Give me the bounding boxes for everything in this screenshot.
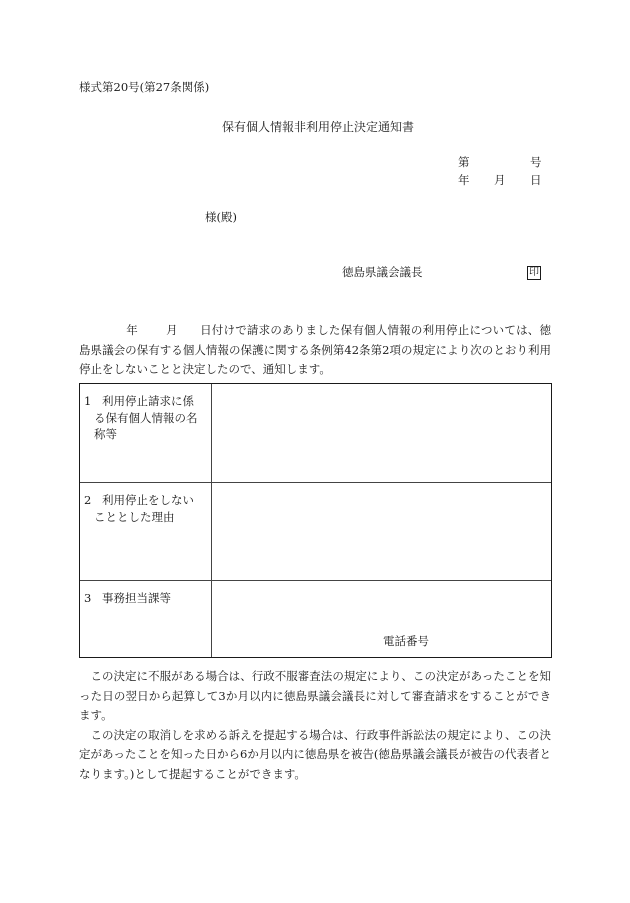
body-year: 年 — [126, 323, 138, 337]
number-suffix: 号 — [530, 155, 542, 169]
issuer-name: 徳島県議会議長 — [342, 265, 423, 279]
body-text: 日付けで請求のありました保有個人情報の利用停止については、徳島県議会の保有する個人情報の保護に関する条例第42条第2項の規定により次のとおり利用停止をしないことと決定したので、通知します。 — [79, 323, 552, 377]
date-month: 月 — [494, 173, 506, 187]
row-label — [84, 393, 208, 443]
details-table — [79, 383, 552, 658]
form-number: 様式第20号(第27条関係) — [79, 80, 210, 94]
row-label — [84, 590, 208, 607]
row-number: 1 — [84, 394, 92, 408]
row-label-line1: 利用停止請求に係 — [102, 394, 194, 408]
seal-mark: 印 — [529, 267, 539, 278]
table-row — [80, 482, 551, 580]
row-number: 2 — [84, 493, 92, 507]
date-year: 年 — [458, 173, 470, 187]
row-number: 3 — [84, 591, 92, 605]
date-day: 日 — [530, 173, 542, 187]
notice-body — [79, 321, 551, 380]
row-label — [84, 492, 208, 525]
row-label-continuation: る保有個人情報の名称等 — [94, 410, 198, 441]
appeal-note-review: この決定に不服がある場合は、行政不服審査法の規定により、この決定があったことを知った日の翌日から起算して3か月以内に徳島県議会議長に対して審査請求をすることができます。 — [79, 669, 551, 723]
recipient-honorific: 様(殿) — [205, 210, 237, 224]
document-title: 保有個人情報非利用停止決定通知書 — [222, 120, 415, 134]
row-value — [216, 393, 545, 476]
row-label-line1: 事務担当課等 — [102, 591, 171, 605]
number-prefix: 第 — [458, 155, 470, 169]
table-row — [80, 580, 551, 658]
row-label-continuation: こととした理由 — [94, 509, 175, 524]
body-month: 月 — [165, 323, 178, 337]
row-label-line1: 利用停止をしない — [102, 493, 194, 507]
appeal-notes — [79, 667, 551, 785]
row-value — [216, 590, 545, 652]
appeal-note-lawsuit: この決定の取消しを求める訴えを提起する場合は、行政事件訴訟法の規定により、この決定があったことを知った日から6か月以内に徳島県を被告(徳島県議会議長が被告の代表者となります。)として提起することができます。 — [79, 727, 551, 781]
table-row — [80, 384, 551, 482]
phone-label: 電話番号 — [383, 634, 429, 648]
row-value — [216, 492, 545, 574]
